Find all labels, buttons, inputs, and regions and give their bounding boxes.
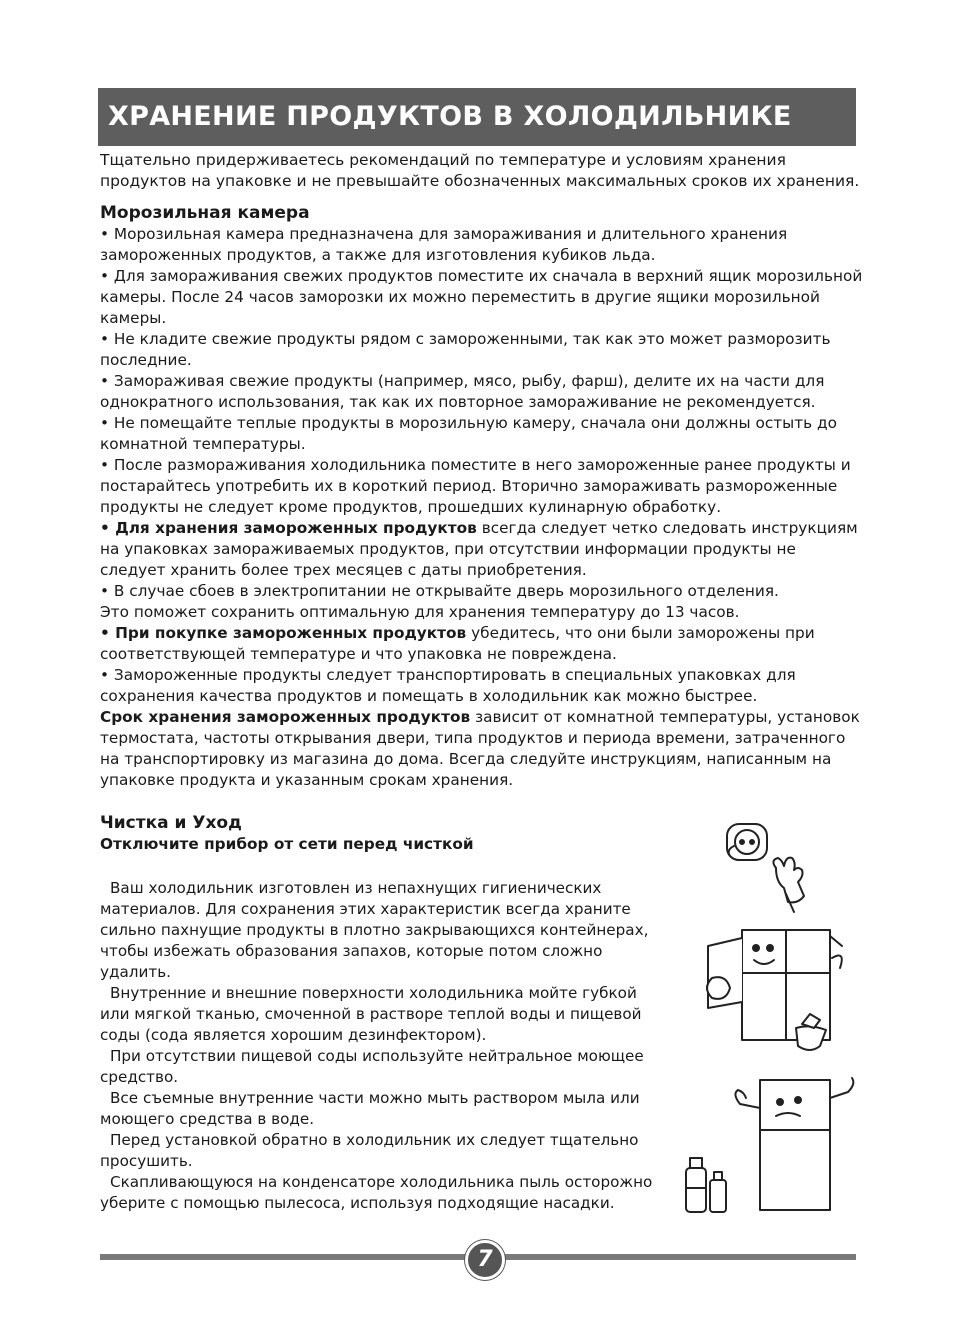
care-paragraph: Перед установкой обратно в холодильник их следует тщательно просушить. [100,1131,639,1170]
intro-text: Тщательно придерживаетесь рекомендаций по температуре и условиям хранения продуктов на упаковке и не превышайте обозначенных максимальных сроков их хранения. [100,151,860,190]
cleaning-bottles-icon [686,1158,726,1212]
care-body [100,878,660,1214]
item-text: убедитесь, что они были заморожены при соответствующей температуре и что упаковка не повреждена. [100,624,815,663]
care-paragraph: Внутренние и внешние поверхности холодильника мойте губкой или мягкой тканью, смоченной в растворе теплой воды и пищевой соды (сода является хорошим дезинфектором). [100,984,642,1044]
item-text: всегда следует четко следовать инструкциям на упаковках замораживаемых продуктов, при отсутствии информации продукты не следует хранить более трех месяцев с даты приобретения. [100,519,858,579]
list-item: • В случае сбоев в электропитании не открывайте дверь морозильного отделения. [100,582,779,600]
care-paragraph: Скапливающуюся на конденсаторе холодильника пыль осторожно уберите с помощью пылесоса, используя подходящие насадки. [100,1173,653,1212]
list-item: • Не кладите свежие продукты рядом с замороженными, так как это может разморозить последние. [100,330,831,369]
page-number: 7 [465,1240,505,1280]
list-item [100,518,865,581]
list-item: • Замороженные продукты следует транспортировать в специальных упаковках для сохранения качества продуктов и помещать в холодильник как можно быстрее. [100,666,796,705]
care-section [100,812,660,1214]
list-item: • Для замораживания свежих продуктов поместите их сначала в верхний ящик морозильной камеры. После 24 часов заморозки их можно переместить в другие ящики морозильной камеры. [100,267,863,327]
bold-lead: • При покупке замороженных продуктов [100,624,467,642]
page-title: ХРАНЕНИЕ ПРОДУКТОВ В ХОЛОДИЛЬНИКЕ [98,88,856,146]
care-subheading: Отключите прибор от сети перед чисткой [100,835,474,853]
worried-fridge-icon [735,1078,853,1210]
freezer-section [100,202,865,791]
glove-hand-icon [773,858,804,912]
bold-lead: Срок хранения замороженных продуктов [100,708,471,726]
list-item: • Замораживая свежие продукты (например, мясо, рыбу, фарш), делите их на части для однократного использования, так как их повторное замораживание не рекомендуется. [100,372,825,411]
care-paragraph: Все съемные внутренние части можно мыть раствором мыла или моющего средства в воде. [100,1089,640,1128]
list-item-continuation: Это поможет сохранить оптимальную для хранения температуру до 13 часов. [100,603,740,621]
freezer-heading: Морозильная камера [100,203,310,223]
list-item [100,623,865,665]
power-socket-icon [727,824,767,860]
bold-lead: • Для хранения замороженных продуктов [100,519,477,537]
care-paragraph: При отсутствии пищевой соды используйте нейтральное моющее средство. [100,1047,644,1086]
care-paragraph: Ваш холодильник изготовлен из непахнущих гигиенических материалов. Для сохранения этих характеристик всегда храните сильно пахнущие продукты в плотно закрывающихся контейнерах, чтобы избежать образования запахов, которые потом сложно удалить. [100,879,649,981]
item-text: зависит от комнатной температуры, установок термостата, частоты открывания двери, типа продуктов и периода времени, затраченного на транспортировку из магазина до дома. Всегда следуйте инструкциям, написанным на упаковке продукта и указанным срокам хранения. [100,708,860,789]
fridge-character-icon [707,930,842,1050]
cleaning-illustration [672,818,872,1218]
list-item: • Не помещайте теплые продукты в морозильную камеру, сначала они должны остыть до комнатной температуры. [100,414,837,453]
shelf-life-paragraph [100,707,865,791]
list-item: • После размораживания холодильника поместите в него замороженные ранее продукты и постарайтесь употребить их в короткий период. Вторично замораживать размороженные продукты не следует кроме продуктов, прошедших кулинарную обработку. [100,456,851,516]
care-heading: Чистка и Уход [100,813,242,833]
list-item: • Морозильная камера предназначена для замораживания и длительного хранения замороженных продуктов, а также для изготовления кубиков льда. [100,225,788,264]
